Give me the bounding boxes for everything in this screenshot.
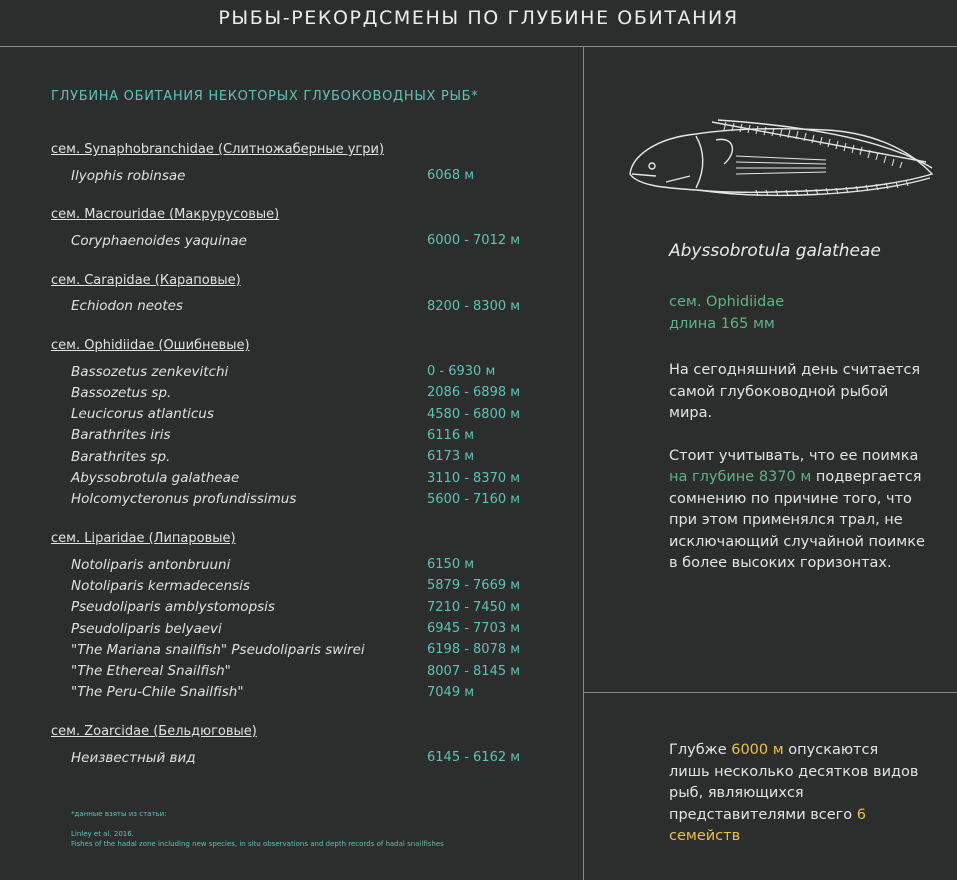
depth-highlight: 6000 м — [731, 742, 784, 758]
family-group — [51, 334, 571, 510]
family-name: сем. Liparidae (Липаровые) — [51, 530, 236, 546]
species-row — [51, 747, 571, 768]
species-depth: 8200 - 8300 м — [427, 298, 521, 314]
family-list — [51, 138, 571, 768]
family-group — [51, 269, 571, 317]
species-row — [51, 425, 571, 446]
species-row — [51, 296, 571, 317]
family-name: сем. Macrouridae (Макрурусовые) — [51, 207, 280, 223]
featured-para-1: На сегодняшний день считается самой глубоководной рыбой мира. — [669, 362, 921, 421]
species-depth: 6945 - 7703 м — [427, 621, 521, 636]
species-depth: 6150 м — [427, 557, 475, 573]
species-row — [51, 489, 571, 510]
species-row — [51, 446, 571, 467]
species-name: Pseudoliparis amblystomopsis — [71, 599, 275, 616]
species-depth: 3110 - 8370 м — [427, 470, 521, 486]
vertical-divider — [583, 47, 584, 880]
species-row — [51, 165, 571, 186]
species-row — [51, 382, 571, 403]
species-name: Ilyophis robinsae — [71, 167, 186, 184]
species-name: "The Mariana snailfish" Pseudoliparis swirei — [71, 641, 365, 658]
family-group — [51, 203, 571, 251]
species-row — [51, 575, 571, 596]
species-depth: 8007 - 8145 м — [427, 663, 521, 679]
family-name: сем. Zoarcidae (Бельдюговые) — [51, 724, 257, 740]
species-name: Notoliparis antonbruuni — [71, 556, 231, 573]
featured-species-name: Abyssobrotula galatheae — [669, 241, 881, 261]
family-group — [51, 720, 571, 768]
species-name: Notoliparis kermadecensis — [71, 577, 250, 594]
footnote-highlight: hadal snailfishes — [385, 840, 444, 848]
species-row — [51, 682, 571, 703]
featured-depth-highlight: на глубине 8370 м — [669, 469, 812, 485]
featured-family: сем. Ophidiidae — [669, 294, 785, 310]
species-depth: 4580 - 6800 м — [427, 406, 521, 422]
fish-illustration — [626, 116, 938, 200]
featured-length: длина 165 мм — [669, 316, 775, 332]
species-name: Bassozetus zenkevitchi — [71, 363, 229, 380]
species-row — [51, 639, 571, 660]
species-depth: 2086 - 6898 м — [427, 385, 521, 401]
species-depth: 6116 м — [427, 427, 475, 443]
family-name: сем. Synaphobranchidae (Слитножаберные угри) — [51, 142, 385, 157]
featured-para-2: Стоит учитывать, что ее поимка на глубине 8370 м подвергается сомнению по причине того, что при этом применялся трал, не исключающий случайной поимке в более высоких горизонтах. — [669, 447, 925, 571]
species-name: Leucicorus atlanticus — [71, 406, 214, 423]
species-depth: 6173 м — [427, 449, 475, 465]
family-group — [51, 138, 571, 186]
depth-list-panel — [51, 89, 571, 785]
species-name: Echiodon neotes — [71, 298, 183, 315]
species-depth: 6198 - 8078 м — [427, 642, 521, 658]
species-depth: 7049 м — [427, 684, 475, 700]
species-name: Holcomycteronus profundissimus — [71, 491, 297, 508]
species-name: Barathrites sp. — [71, 448, 171, 465]
species-depth: 6000 - 7012 м — [427, 233, 521, 249]
featured-meta — [669, 291, 784, 335]
family-group — [51, 527, 571, 703]
species-depth: 6145 - 6162 м — [427, 750, 521, 766]
families-highlight: 6 семейств — [669, 806, 867, 844]
species-name: Abyssobrotula galatheae — [71, 470, 240, 487]
family-name: сем. Carapidae (Карaповые) — [51, 272, 241, 288]
species-row — [51, 467, 571, 488]
species-name: "The Ethereal Snailfish" — [71, 663, 231, 680]
species-depth: 5879 - 7669 м — [427, 578, 521, 594]
page-header — [0, 0, 957, 47]
species-depth: 7210 - 7450 м — [427, 599, 521, 615]
footnote — [71, 809, 444, 849]
featured-description — [669, 360, 929, 596]
species-name: Неизвестный вид — [71, 749, 196, 766]
species-name: Coryphaenoides yaquinae — [71, 232, 247, 249]
footnote-title: Fishes of the hadal zone including new species, in situ observations and depth records of hadal snailfishes — [71, 840, 444, 848]
species-name: "The Peru-Chile Snailfish" — [71, 684, 244, 701]
footnote-citation: Linley et al. 2016. — [71, 830, 134, 838]
species-row — [51, 361, 571, 382]
footnote-source-label: *данные взяты из статьи: — [71, 810, 167, 818]
species-row — [51, 660, 571, 681]
species-row — [51, 230, 571, 251]
species-row — [51, 597, 571, 618]
species-name: Pseudoliparis belyaevi — [71, 620, 222, 637]
depth-list-heading: ГЛУБИНА ОБИТАНИЯ НЕКОТОРЫХ ГЛУБОКОВОДНЫХ РЫБ* — [51, 89, 479, 104]
species-row — [51, 554, 571, 575]
species-name: Barathrites iris — [71, 427, 171, 444]
species-depth: 0 - 6930 м — [427, 364, 496, 380]
species-depth: 5600 - 7160 м — [427, 491, 521, 507]
page-title: РЫБЫ-РЕКОРДСМЕНЫ ПО ГЛУБИНЕ ОБИТАНИЯ — [218, 7, 739, 29]
family-name: сем. Ophidiidae (Ошибневые) — [51, 337, 250, 353]
species-depth: 6068 м — [427, 168, 475, 184]
horizontal-divider — [584, 692, 957, 693]
species-name: Bassozetus sp. — [71, 384, 172, 401]
species-row — [51, 403, 571, 424]
bottom-note: Глубже 6000 м опускаются лишь несколько десятков видов рыб, являющихся представителями всего 6 семейств — [669, 742, 919, 844]
species-row — [51, 618, 571, 639]
